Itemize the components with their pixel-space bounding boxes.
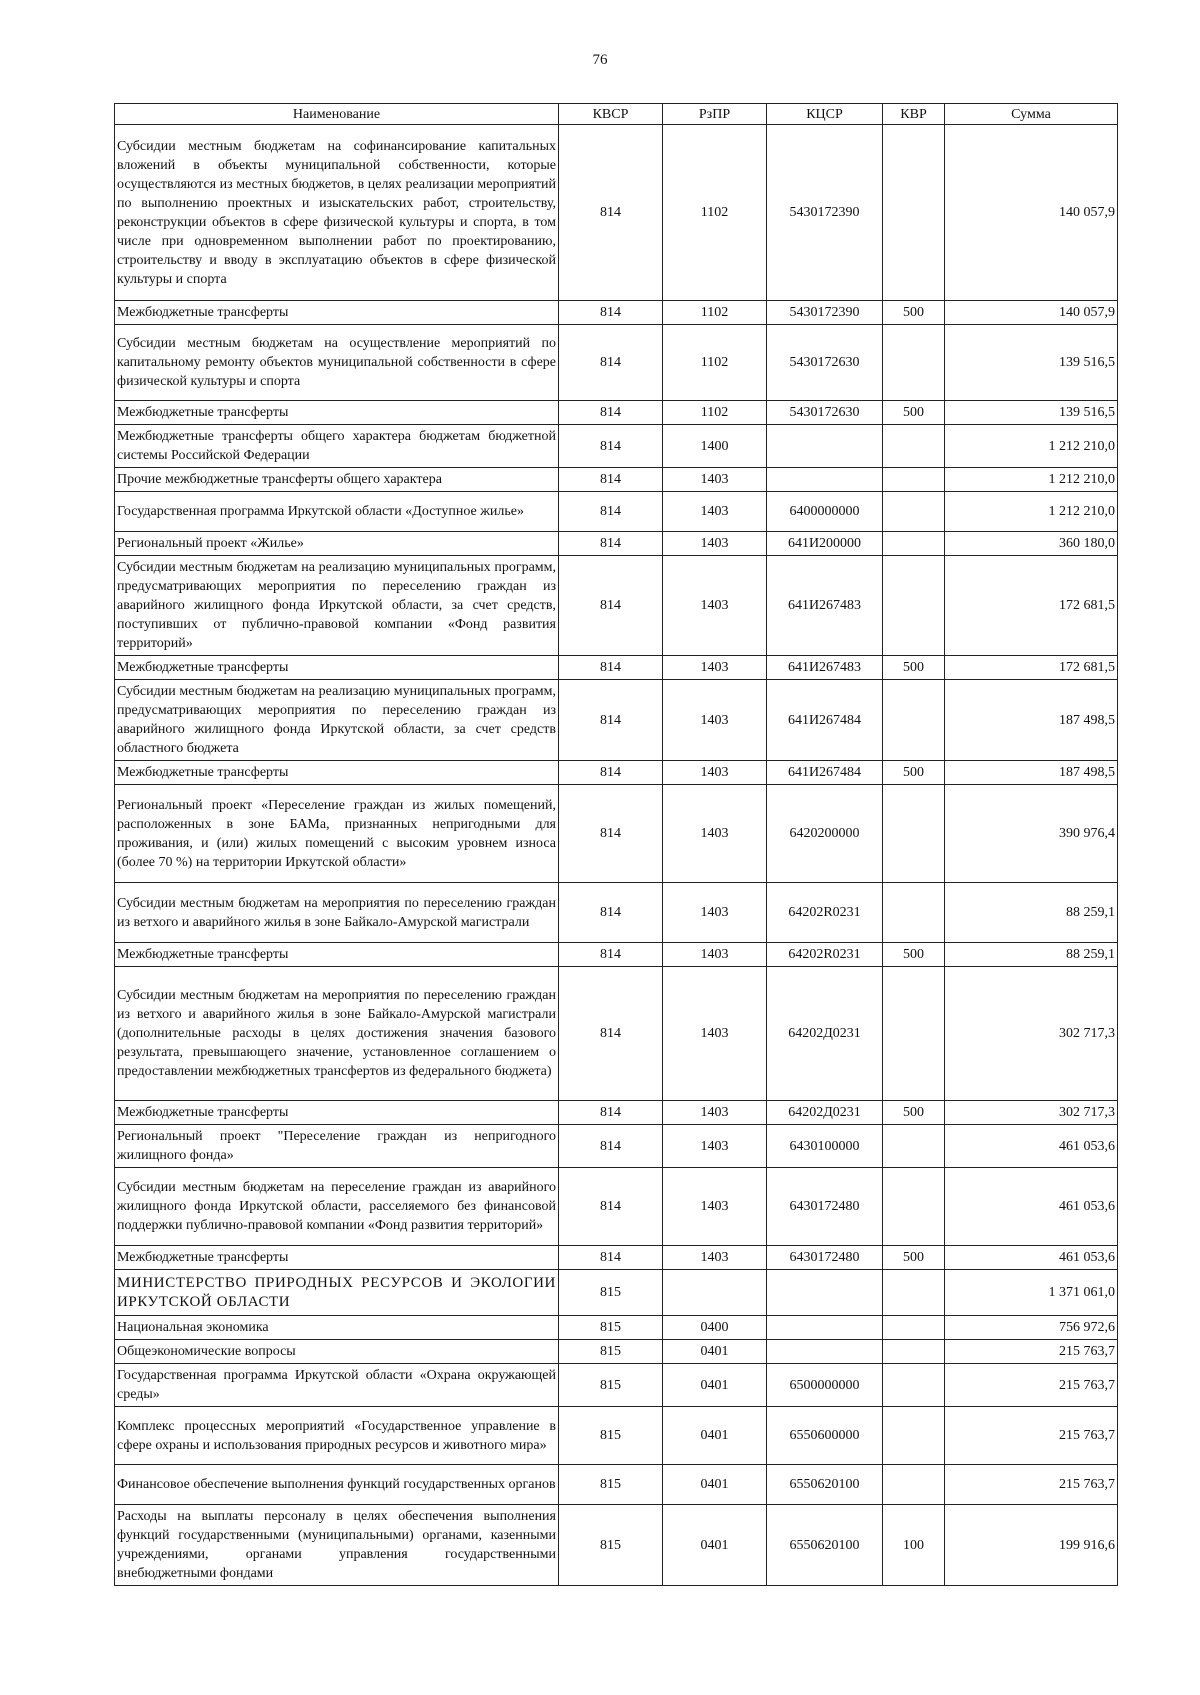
cell-kvr — [883, 967, 945, 1101]
cell-kcsr: 6550600000 — [767, 1407, 883, 1465]
header-name: Наименование — [115, 104, 559, 125]
cell-name: Субсидии местным бюджетам на мероприятия по переселению граждан из ветхого и аварийного жилья в зоне Байкало-Амурской магистрали — [115, 883, 559, 943]
header-sum: Сумма — [945, 104, 1118, 125]
cell-name: Общеэкономические вопросы — [115, 1340, 559, 1364]
table-row — [115, 425, 1118, 468]
cell-sum: 172 681,5 — [945, 656, 1118, 680]
cell-sum: 461 053,6 — [945, 1125, 1118, 1168]
cell-rzpr: 1403 — [663, 556, 767, 656]
cell-name: Государственная программа Иркутской области «Доступное жилье» — [115, 492, 559, 532]
cell-sum: 461 053,6 — [945, 1246, 1118, 1270]
cell-kvr — [883, 556, 945, 656]
cell-name: Субсидии местным бюджетам на мероприятия по переселению граждан из ветхого и аварийного жилья в зоне Байкало-Амурской магистрали (дополнительные расходы в целях достижения значения базового результата, превышающего значение, установленное соглашением о предоставлении межбюджетных трансфертов из федерального бюджета) — [115, 967, 559, 1101]
cell-kvsr: 814 — [559, 967, 663, 1101]
cell-kvr — [883, 883, 945, 943]
table-row — [115, 1505, 1118, 1586]
cell-name: Субсидии местным бюджетам на софинансирование капитальных вложений в объекты муниципальной собственности, которые осуществляются из местных бюджетов, в целях реализации мероприятий по выполнению проектных и изыскательских работ, строительству, реконструкции объектов в сфере физической культуры и спорта, в том числе при одновременном выполнении работ по проектированию, строительству и вводу в эксплуатацию объектов в сфере физической культуры и спорта — [115, 125, 559, 301]
cell-rzpr: 0401 — [663, 1364, 767, 1407]
cell-kvsr: 815 — [559, 1407, 663, 1465]
table-row — [115, 656, 1118, 680]
table-row — [115, 1101, 1118, 1125]
cell-kvsr: 814 — [559, 301, 663, 325]
cell-kcsr: 6420200000 — [767, 785, 883, 883]
cell-sum: 302 717,3 — [945, 967, 1118, 1101]
cell-kcsr: 64202Д0231 — [767, 1101, 883, 1125]
table-row — [115, 532, 1118, 556]
cell-sum: 139 516,5 — [945, 325, 1118, 401]
cell-kcsr: 6430172480 — [767, 1246, 883, 1270]
cell-kvsr: 815 — [559, 1316, 663, 1340]
table-row — [115, 883, 1118, 943]
cell-name: Расходы на выплаты персоналу в целях обеспечения выполнения функций государственными (муниципальными) органами, казенными учреждениями, органами управления государственными внебюджетными фондами — [115, 1505, 559, 1586]
cell-rzpr: 1403 — [663, 1168, 767, 1246]
table-row — [115, 785, 1118, 883]
header-kvsr: КВСР — [559, 104, 663, 125]
cell-sum: 199 916,6 — [945, 1505, 1118, 1586]
cell-kvr: 500 — [883, 943, 945, 967]
cell-kcsr: 5430172390 — [767, 301, 883, 325]
cell-name: Национальная экономика — [115, 1316, 559, 1340]
table-row — [115, 1340, 1118, 1364]
table-row — [115, 556, 1118, 656]
cell-sum: 215 763,7 — [945, 1364, 1118, 1407]
cell-rzpr: 0401 — [663, 1465, 767, 1505]
cell-kcsr: 64202R0231 — [767, 943, 883, 967]
cell-kvsr: 814 — [559, 1101, 663, 1125]
table-row — [115, 1407, 1118, 1465]
cell-name: Субсидии местным бюджетам на реализацию муниципальных программ, предусматривающих мероприятия по переселению граждан из аварийного жилищного фонда Иркутской области, за счет средств областного бюджета — [115, 680, 559, 761]
cell-kcsr: 6430100000 — [767, 1125, 883, 1168]
cell-kvsr: 814 — [559, 761, 663, 785]
table-row — [115, 1316, 1118, 1340]
cell-name: Межбюджетные трансферты — [115, 1246, 559, 1270]
cell-sum: 1 371 061,0 — [945, 1270, 1118, 1316]
table-row — [115, 301, 1118, 325]
table-body — [115, 125, 1118, 1586]
cell-rzpr: 0400 — [663, 1316, 767, 1340]
cell-rzpr: 1403 — [663, 943, 767, 967]
cell-kcsr — [767, 468, 883, 492]
cell-kvr — [883, 1316, 945, 1340]
cell-sum: 215 763,7 — [945, 1340, 1118, 1364]
table-row — [115, 1125, 1118, 1168]
cell-kcsr: 641И267484 — [767, 680, 883, 761]
cell-kcsr: 64202Д0231 — [767, 967, 883, 1101]
cell-kvsr: 814 — [559, 1168, 663, 1246]
cell-kvr: 100 — [883, 1505, 945, 1586]
cell-kvsr: 814 — [559, 325, 663, 401]
cell-sum: 390 976,4 — [945, 785, 1118, 883]
cell-kvsr: 814 — [559, 492, 663, 532]
cell-kcsr: 5430172630 — [767, 401, 883, 425]
cell-sum: 187 498,5 — [945, 761, 1118, 785]
cell-kvr — [883, 425, 945, 468]
cell-rzpr: 1102 — [663, 301, 767, 325]
cell-rzpr: 1403 — [663, 468, 767, 492]
cell-sum: 88 259,1 — [945, 883, 1118, 943]
header-rzpr: РзПР — [663, 104, 767, 125]
table-row — [115, 325, 1118, 401]
cell-kvsr: 815 — [559, 1465, 663, 1505]
cell-kcsr — [767, 1270, 883, 1316]
cell-kvsr: 814 — [559, 680, 663, 761]
cell-name: Региональный проект «Переселение граждан из жилых помещений, расположенных в зоне БАМа, признанных непригодными для проживания, и (или) жилых помещений с высоким уровнем износа (более 70 %) на территории Иркутской области» — [115, 785, 559, 883]
cell-kvsr: 814 — [559, 1125, 663, 1168]
cell-kvr — [883, 125, 945, 301]
cell-sum: 140 057,9 — [945, 125, 1118, 301]
cell-name: Прочие межбюджетные трансферты общего характера — [115, 468, 559, 492]
cell-kvsr: 814 — [559, 785, 663, 883]
cell-kcsr: 6550620100 — [767, 1465, 883, 1505]
cell-rzpr: 0401 — [663, 1505, 767, 1586]
cell-rzpr: 1403 — [663, 1125, 767, 1168]
table-row — [115, 761, 1118, 785]
cell-rzpr: 1403 — [663, 967, 767, 1101]
cell-kvr — [883, 1364, 945, 1407]
cell-kvr — [883, 1168, 945, 1246]
cell-kvsr: 815 — [559, 1505, 663, 1586]
cell-name: Государственная программа Иркутской области «Охрана окружающей среды» — [115, 1364, 559, 1407]
header-kvr: КВР — [883, 104, 945, 125]
cell-kvsr: 814 — [559, 125, 663, 301]
cell-sum: 172 681,5 — [945, 556, 1118, 656]
cell-sum: 215 763,7 — [945, 1407, 1118, 1465]
cell-kvsr: 815 — [559, 1270, 663, 1316]
cell-kcsr: 6500000000 — [767, 1364, 883, 1407]
cell-sum: 88 259,1 — [945, 943, 1118, 967]
cell-sum: 139 516,5 — [945, 401, 1118, 425]
table-row — [115, 125, 1118, 301]
cell-name: Межбюджетные трансферты общего характера бюджетам бюджетной системы Российской Федерации — [115, 425, 559, 468]
cell-name: Субсидии местным бюджетам на реализацию муниципальных программ, предусматривающих мероприятия по переселению граждан из аварийного жилищного фонда Иркутской области, за счет средств, поступивших от публично-правовой компании «Фонд развития территорий» — [115, 556, 559, 656]
cell-name: Региональный проект «Жилье» — [115, 532, 559, 556]
cell-kvsr: 814 — [559, 943, 663, 967]
cell-kcsr: 64202R0231 — [767, 883, 883, 943]
cell-kcsr: 6430172480 — [767, 1168, 883, 1246]
cell-name: Субсидии местным бюджетам на осуществление мероприятий по капитальному ремонту объектов муниципальной собственности в сфере физической культуры и спорта — [115, 325, 559, 401]
budget-table — [114, 103, 1118, 1586]
header-kcsr: КЦСР — [767, 104, 883, 125]
table-row — [115, 943, 1118, 967]
cell-kvsr: 814 — [559, 401, 663, 425]
cell-rzpr: 1403 — [663, 532, 767, 556]
cell-kvr — [883, 1465, 945, 1505]
cell-name: Межбюджетные трансферты — [115, 301, 559, 325]
cell-sum: 140 057,9 — [945, 301, 1118, 325]
cell-rzpr: 1403 — [663, 492, 767, 532]
cell-kcsr: 641И200000 — [767, 532, 883, 556]
cell-kvr — [883, 492, 945, 532]
header-row — [115, 104, 1118, 125]
cell-kvr — [883, 325, 945, 401]
cell-rzpr: 1403 — [663, 1246, 767, 1270]
cell-kvsr: 814 — [559, 656, 663, 680]
cell-kcsr — [767, 1340, 883, 1364]
table-row — [115, 1465, 1118, 1505]
cell-name: Межбюджетные трансферты — [115, 943, 559, 967]
cell-kvsr: 814 — [559, 556, 663, 656]
cell-kvr — [883, 1407, 945, 1465]
cell-rzpr: 1403 — [663, 761, 767, 785]
cell-kcsr: 5430172630 — [767, 325, 883, 401]
cell-kvr — [883, 680, 945, 761]
cell-sum: 1 212 210,0 — [945, 468, 1118, 492]
cell-rzpr: 1102 — [663, 401, 767, 425]
cell-rzpr: 1403 — [663, 656, 767, 680]
table-row — [115, 492, 1118, 532]
cell-name: Межбюджетные трансферты — [115, 761, 559, 785]
cell-name: Субсидии местным бюджетам на переселение граждан из аварийного жилищного фонда Иркутской области, расселяемого без финансовой поддержки публично-правовой компании «Фонд развития территорий» — [115, 1168, 559, 1246]
cell-kvr: 500 — [883, 301, 945, 325]
cell-kvr: 500 — [883, 1246, 945, 1270]
cell-rzpr: 1102 — [663, 125, 767, 301]
cell-rzpr — [663, 1270, 767, 1316]
table-row — [115, 967, 1118, 1101]
cell-kvsr: 814 — [559, 1246, 663, 1270]
cell-name: Региональный проект "Переселение граждан из непригодного жилищного фонда» — [115, 1125, 559, 1168]
table-row — [115, 401, 1118, 425]
page-number: 76 — [592, 52, 608, 68]
cell-kcsr: 641И267483 — [767, 656, 883, 680]
table-row — [115, 1168, 1118, 1246]
table-row — [115, 680, 1118, 761]
table-row — [115, 468, 1118, 492]
cell-kcsr: 641И267483 — [767, 556, 883, 656]
table-row — [115, 1270, 1118, 1316]
cell-kvsr: 815 — [559, 1340, 663, 1364]
cell-kcsr: 641И267484 — [767, 761, 883, 785]
cell-sum: 461 053,6 — [945, 1168, 1118, 1246]
cell-sum: 360 180,0 — [945, 532, 1118, 556]
cell-kvsr: 815 — [559, 1364, 663, 1407]
cell-name: Межбюджетные трансферты — [115, 401, 559, 425]
cell-rzpr: 1400 — [663, 425, 767, 468]
cell-kcsr: 6400000000 — [767, 492, 883, 532]
cell-kvr — [883, 1125, 945, 1168]
cell-sum: 756 972,6 — [945, 1316, 1118, 1340]
cell-sum: 1 212 210,0 — [945, 425, 1118, 468]
cell-kvsr: 814 — [559, 468, 663, 492]
cell-name: МИНИСТЕРСТВО ПРИРОДНЫХ РЕСУРСОВ И ЭКОЛОГИИ ИРКУТСКОЙ ОБЛАСТИ — [115, 1270, 559, 1316]
cell-kcsr: 5430172390 — [767, 125, 883, 301]
cell-kvr — [883, 532, 945, 556]
cell-kvr — [883, 468, 945, 492]
cell-kcsr: 6550620100 — [767, 1505, 883, 1586]
cell-name: Межбюджетные трансферты — [115, 1101, 559, 1125]
cell-kvr — [883, 1270, 945, 1316]
cell-kvr: 500 — [883, 401, 945, 425]
cell-kvr — [883, 785, 945, 883]
cell-sum: 187 498,5 — [945, 680, 1118, 761]
cell-rzpr: 1403 — [663, 680, 767, 761]
cell-kcsr — [767, 425, 883, 468]
cell-rzpr: 1102 — [663, 325, 767, 401]
table-row — [115, 1246, 1118, 1270]
cell-rzpr: 0401 — [663, 1340, 767, 1364]
cell-rzpr: 0401 — [663, 1407, 767, 1465]
cell-kcsr — [767, 1316, 883, 1340]
table-row — [115, 1364, 1118, 1407]
cell-kvr: 500 — [883, 656, 945, 680]
cell-rzpr: 1403 — [663, 1101, 767, 1125]
cell-kvsr: 814 — [559, 425, 663, 468]
cell-rzpr: 1403 — [663, 785, 767, 883]
cell-kvr — [883, 1340, 945, 1364]
cell-sum: 215 763,7 — [945, 1465, 1118, 1505]
cell-name: Финансовое обеспечение выполнения функций государственных органов — [115, 1465, 559, 1505]
cell-name: Межбюджетные трансферты — [115, 656, 559, 680]
cell-sum: 302 717,3 — [945, 1101, 1118, 1125]
cell-kvr: 500 — [883, 761, 945, 785]
cell-kvsr: 814 — [559, 532, 663, 556]
cell-sum: 1 212 210,0 — [945, 492, 1118, 532]
cell-kvr: 500 — [883, 1101, 945, 1125]
cell-rzpr: 1403 — [663, 883, 767, 943]
cell-kvsr: 814 — [559, 883, 663, 943]
cell-name: Комплекс процессных мероприятий «Государственное управление в сфере охраны и использования природных ресурсов и животного мира» — [115, 1407, 559, 1465]
